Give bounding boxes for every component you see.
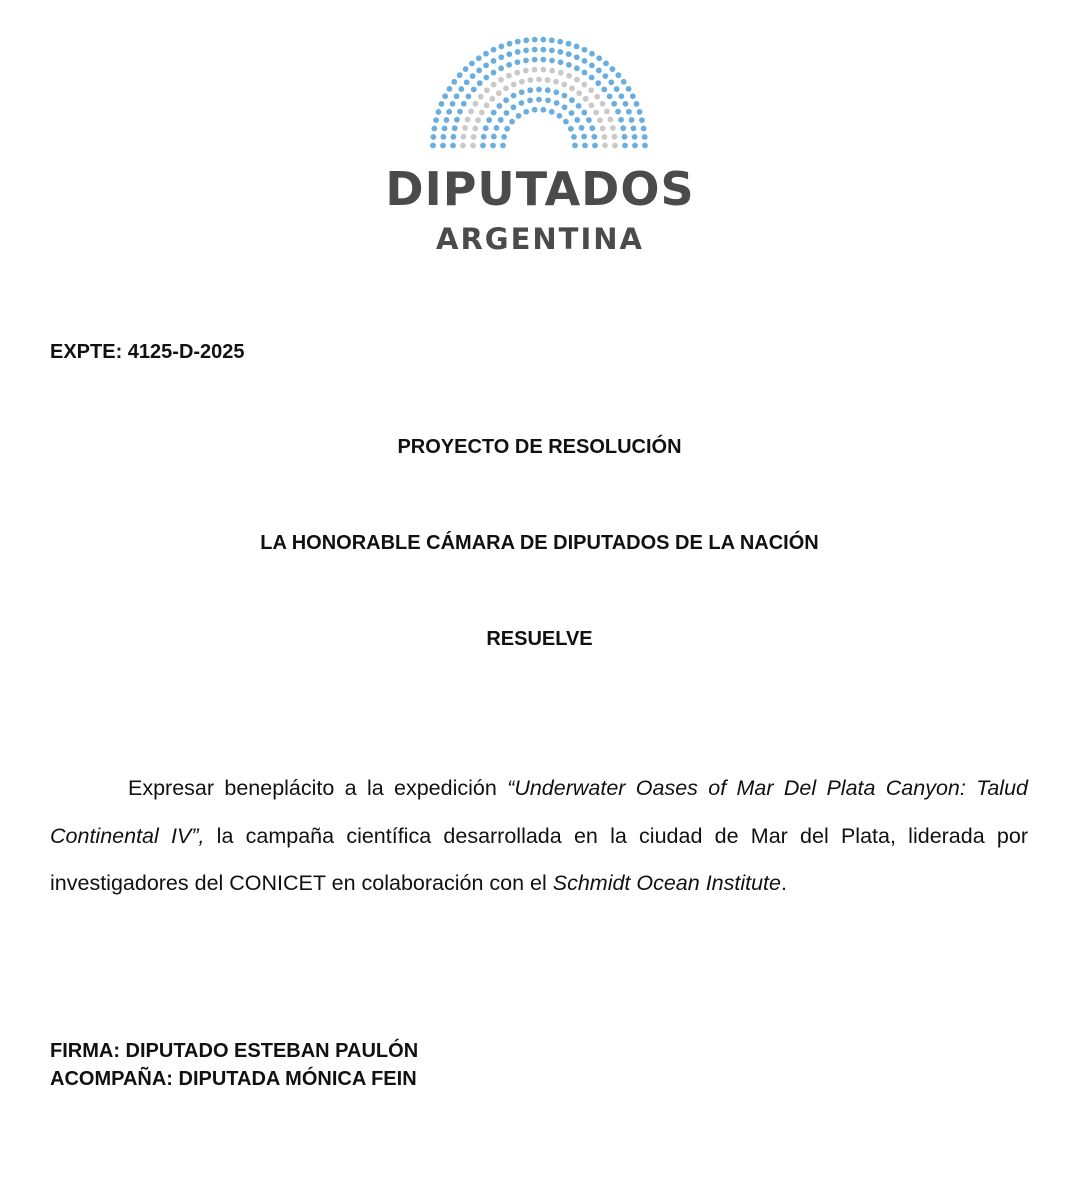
seat-dot — [574, 54, 580, 60]
seat-dot — [576, 90, 582, 96]
seat-dot — [566, 51, 572, 57]
seat-dot — [632, 134, 638, 140]
seat-dot — [471, 87, 477, 93]
body-heading: LA HONORABLE CÁMARA DE DIPUTADOS DE LA NACIÓN — [260, 532, 819, 554]
seat-dot — [623, 101, 629, 107]
seat-dot — [431, 126, 437, 132]
seat-dot — [465, 117, 471, 123]
seat-dot — [498, 54, 504, 60]
seat-dot — [566, 62, 572, 68]
seat-dot — [601, 87, 607, 93]
seat-dot — [471, 134, 477, 140]
seat-dot — [566, 41, 572, 47]
seat-dot — [600, 101, 606, 107]
seat-dot — [581, 110, 587, 116]
seat-dot — [464, 79, 470, 85]
seat-dot — [450, 101, 456, 107]
seat-dot — [483, 51, 489, 57]
seat-dot — [461, 101, 467, 107]
seat-dot — [490, 143, 496, 149]
seat-dot — [540, 57, 546, 63]
seat-dot — [532, 107, 538, 113]
seat-dot — [626, 109, 632, 115]
seat-dot — [477, 80, 483, 86]
seat-dot — [523, 68, 529, 74]
seat-dot — [607, 93, 613, 99]
seat-dot — [563, 119, 569, 125]
seat-dot — [430, 134, 436, 140]
seat-dot — [442, 125, 448, 131]
seat-dot — [483, 75, 489, 81]
seat-dot — [489, 96, 495, 102]
seat-dot — [442, 93, 448, 99]
seat-dot — [491, 70, 497, 76]
paragraph-text: Expresar beneplácito a la expedición — [128, 776, 508, 800]
seat-dot — [506, 73, 512, 79]
seat-dot — [589, 75, 595, 81]
seat-dot — [642, 143, 648, 149]
seat-dot — [597, 117, 603, 123]
seat-dot — [620, 125, 626, 131]
seat-dot — [549, 58, 555, 64]
seat-dot — [532, 47, 538, 53]
seat-dot — [476, 55, 482, 61]
seat-dot — [540, 107, 546, 113]
seat-dot — [589, 125, 595, 131]
seat-dot — [629, 117, 635, 123]
seat-dot — [608, 117, 614, 123]
seat-dot — [541, 67, 547, 73]
seat-dot — [486, 117, 492, 123]
seat-dot — [553, 79, 559, 85]
document-type: PROYECTO DE RESOLUCIÓN — [397, 436, 682, 458]
seat-dot — [511, 104, 517, 110]
seat-dot — [503, 97, 509, 103]
seat-dot — [536, 77, 542, 83]
seat-dot — [515, 59, 521, 65]
seat-dot — [454, 117, 460, 123]
seat-dot — [458, 86, 464, 92]
seat-dot — [501, 134, 507, 140]
seat-dot — [615, 72, 621, 78]
seat-dot — [451, 134, 457, 140]
seat-dot — [608, 79, 614, 85]
seat-dot — [457, 72, 463, 78]
seat-dot — [491, 82, 497, 88]
seat-dot — [500, 143, 506, 149]
seat-dot — [470, 143, 476, 149]
seat-dot — [507, 41, 513, 47]
logo-subtitle: ARGENTINA — [436, 222, 644, 256]
seat-dot — [494, 125, 500, 131]
seat-dot — [504, 126, 510, 132]
seat-dot — [527, 87, 533, 93]
seat-dot — [440, 134, 446, 140]
seat-dot — [557, 113, 563, 119]
seat-dot — [614, 86, 620, 92]
seat-dot — [641, 126, 647, 132]
seat-dot — [491, 110, 497, 116]
seat-dot — [491, 58, 497, 64]
seat-dot — [558, 59, 564, 65]
seat-dot — [511, 93, 517, 99]
seat-dot — [523, 109, 529, 115]
seat-dot — [515, 39, 521, 45]
diputados-logo — [360, 20, 720, 256]
seat-dot — [523, 37, 529, 43]
seat-dot — [491, 134, 497, 140]
seat-dot — [460, 143, 466, 149]
paragraph-text: . — [780, 871, 787, 895]
seat-dot — [634, 101, 640, 107]
seat-dot — [523, 58, 529, 64]
resolves-heading: RESUELVE — [486, 628, 593, 650]
seat-dot — [562, 93, 568, 99]
seat-dot — [454, 93, 460, 99]
seat-dot — [602, 73, 608, 79]
seat-dot — [589, 62, 595, 68]
seat-dot — [579, 125, 585, 131]
seat-dot — [469, 60, 475, 66]
seat-dot — [589, 51, 595, 57]
seat-dot — [457, 109, 463, 115]
seat-dot — [470, 73, 476, 79]
seat-dot — [515, 49, 521, 55]
seat-dot — [468, 108, 474, 114]
seat-dot — [562, 104, 568, 110]
seat-dot — [603, 60, 609, 66]
seat-dot — [631, 125, 637, 131]
seat-dot — [582, 143, 588, 149]
seat-dot — [433, 117, 439, 123]
seat-dot — [572, 143, 578, 149]
seat-dot — [611, 101, 617, 107]
seat-dot — [503, 85, 509, 91]
seat-dot — [514, 70, 520, 76]
seat-dot — [476, 68, 482, 74]
seat-dot — [558, 70, 564, 76]
seat-dot — [569, 110, 575, 116]
seat-dot — [549, 47, 555, 53]
seat-dot — [594, 94, 600, 100]
seat-dot — [532, 37, 538, 43]
seat-dot — [557, 39, 563, 45]
seat-dot — [582, 47, 588, 53]
seat-dot — [582, 70, 588, 76]
seat-dot — [574, 77, 580, 83]
seat-dot — [561, 82, 567, 88]
hemicycle-icon — [430, 28, 648, 158]
seat-dot — [440, 143, 446, 149]
seat-dot — [549, 109, 555, 115]
seat-dot — [553, 89, 559, 95]
seat-dot — [596, 55, 602, 61]
seat-dot — [622, 134, 628, 140]
seat-dot — [545, 97, 551, 103]
seat-dot — [574, 43, 580, 49]
seat-dot — [583, 96, 589, 102]
seat-dot — [473, 101, 479, 107]
seat-dot — [462, 125, 468, 131]
seat-dot — [581, 82, 587, 88]
seat-dot — [545, 87, 551, 93]
seat-dot — [554, 100, 560, 106]
expedition-name: “Underwater Oases of Mar Del Plata Canyon: Talud Continental IV”, — [50, 776, 1028, 848]
seat-dot — [506, 51, 512, 57]
seat-dot — [497, 103, 503, 109]
seat-dot — [582, 58, 588, 64]
seat-dot — [499, 43, 505, 49]
seat-dot — [637, 109, 643, 115]
seat-dot — [574, 117, 580, 123]
seat-dot — [639, 117, 645, 123]
seat-dot — [498, 77, 504, 83]
seat-dot — [602, 143, 608, 149]
seat-dot — [466, 93, 472, 99]
seat-dot — [602, 134, 608, 140]
seat-dot — [610, 66, 616, 72]
resolution-paragraph — [50, 765, 1028, 908]
seat-dot — [491, 47, 497, 53]
seat-dot — [596, 68, 602, 74]
seat-dot — [569, 85, 575, 91]
seat-dot — [498, 65, 504, 71]
seat-dot — [451, 79, 457, 85]
seat-dot — [630, 93, 636, 99]
seat-dot — [498, 117, 504, 123]
seat-dot — [566, 73, 572, 79]
seat-dot — [536, 97, 542, 103]
seat-dot — [519, 100, 525, 106]
seat-dot — [480, 143, 486, 149]
seat-dot — [591, 134, 597, 140]
seat-dot — [481, 134, 487, 140]
seat-dot — [436, 109, 442, 115]
seat-dot — [621, 79, 627, 85]
seat-dot — [506, 62, 512, 68]
seat-dot — [478, 94, 484, 100]
seat-dot — [592, 143, 598, 149]
signature-line: FIRMA: DIPUTADO ESTEBAN PAULÓN — [50, 1040, 419, 1062]
seat-dot — [588, 87, 594, 93]
seat-dot — [484, 102, 490, 108]
seat-dot — [571, 134, 577, 140]
paragraph-text: la campaña científica desarrollada en la ciudad de Mar del Plata, liderada por investigadores del CONICET en colaboración con el — [50, 823, 1028, 895]
seat-dot — [452, 125, 458, 131]
seat-dot — [612, 143, 618, 149]
seat-dot — [618, 117, 624, 123]
seat-dot — [446, 109, 452, 115]
seat-dot — [504, 110, 510, 116]
seat-dot — [444, 117, 450, 123]
seat-dot — [519, 89, 525, 95]
seat-dot — [475, 117, 481, 123]
seat-dot — [483, 62, 489, 68]
seat-dot — [519, 79, 525, 85]
seat-dot — [619, 93, 625, 99]
seat-dot — [632, 143, 638, 149]
seat-dot — [509, 119, 515, 125]
institute-name: Schmidt Ocean Institute — [552, 871, 781, 895]
seat-dot — [516, 113, 522, 119]
seat-dot — [615, 109, 621, 115]
seat-dot — [472, 126, 478, 132]
seat-dot — [549, 37, 555, 43]
seat-dot — [576, 103, 582, 109]
seat-dot — [581, 134, 587, 140]
seat-dot — [574, 65, 580, 71]
seat-dot — [612, 134, 618, 140]
seat-dot — [549, 68, 555, 74]
seat-dot — [461, 134, 467, 140]
seat-dot — [568, 126, 574, 132]
seat-dot — [532, 67, 538, 73]
seat-dot — [610, 125, 616, 131]
seat-dot — [523, 47, 529, 53]
seat-dot — [642, 134, 648, 140]
seat-dot — [527, 77, 533, 83]
accompanying-line: ACOMPAÑA: DIPUTADA MÓNICA FEIN — [50, 1068, 417, 1090]
seat-dot — [586, 117, 592, 123]
seat-dot — [511, 82, 517, 88]
seat-dot — [557, 49, 563, 55]
seat-dot — [622, 143, 628, 149]
seat-dot — [536, 87, 542, 93]
seat-dot — [447, 86, 453, 92]
seat-dot — [450, 143, 456, 149]
seat-dot — [569, 97, 575, 103]
seat-dot — [540, 37, 546, 43]
seat-dot — [484, 87, 490, 93]
seat-dot — [439, 101, 445, 107]
expediente-number: EXPTE: 4125-D-2025 — [50, 341, 245, 363]
seat-dot — [496, 90, 502, 96]
seat-dot — [604, 108, 610, 114]
seat-dot — [527, 97, 533, 103]
seat-dot — [479, 110, 485, 116]
seat-dot — [532, 57, 538, 63]
seat-dot — [463, 66, 469, 72]
seat-dot — [626, 86, 632, 92]
seat-dot — [540, 47, 546, 53]
seat-dot — [430, 143, 436, 149]
seat-dot — [545, 77, 551, 83]
seat-dot — [600, 126, 606, 132]
seat-dot — [588, 102, 594, 108]
seat-dot — [593, 110, 599, 116]
signers-block — [50, 1037, 418, 1093]
logo-title: DIPUTADOS — [385, 162, 695, 216]
seat-dot — [483, 125, 489, 131]
seat-dot — [595, 80, 601, 86]
